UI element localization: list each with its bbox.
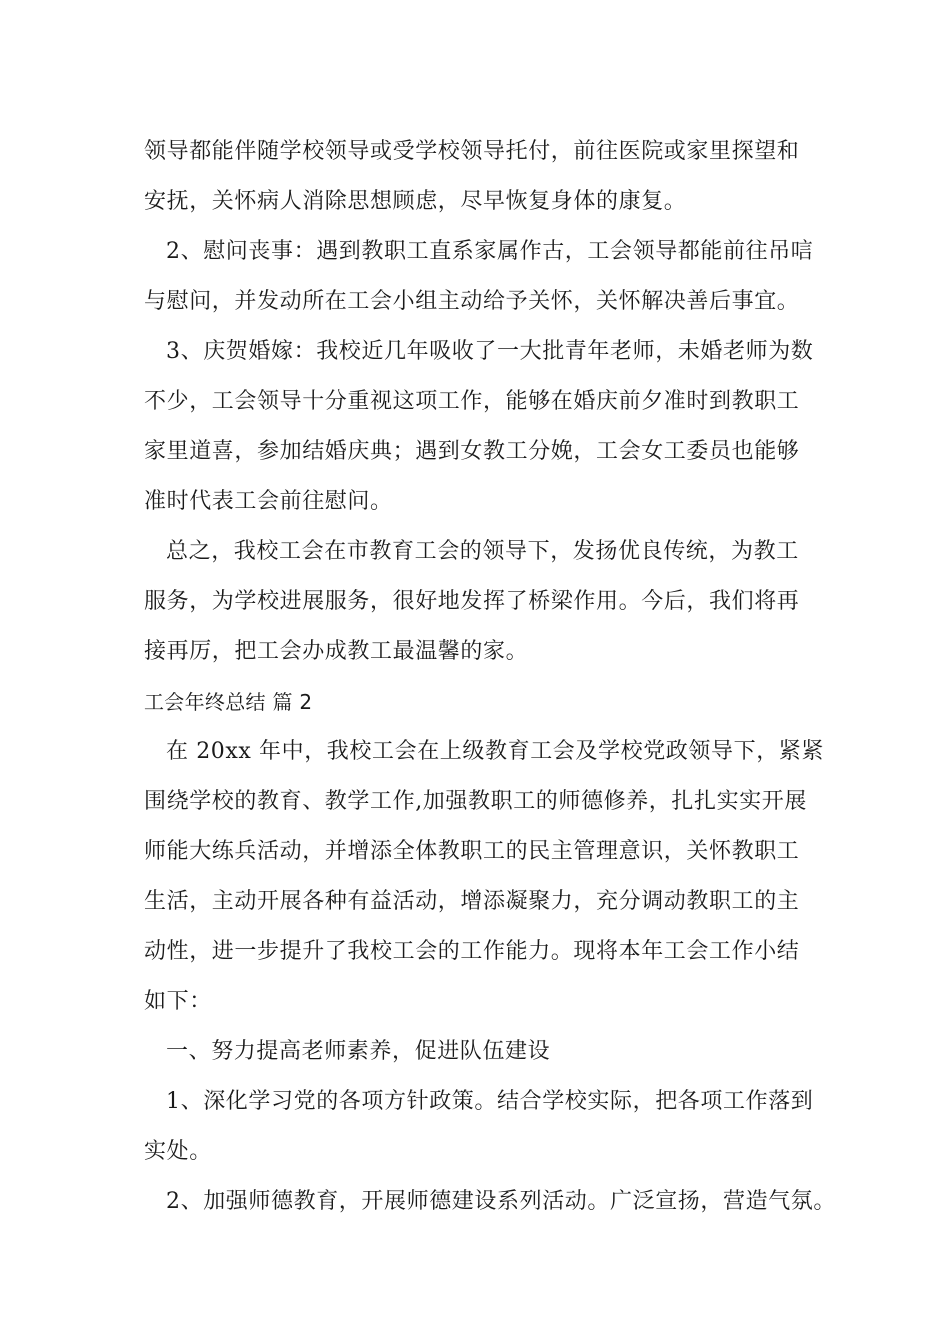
text-line: 如下：	[144, 989, 212, 1014]
text-line: 领导都能伴随学校领导或受学校领导托付，前往医院或家里探望和	[144, 139, 800, 164]
text-line: 围绕学校的教育、教学工作,加强教职工的师德修养，扎扎实实开展	[144, 789, 807, 814]
subsection-heading: 一、努力提高老师素养，促进队伍建设	[166, 1039, 551, 1064]
paragraph-start: 总之，我校工会在市教育工会的领导下，发扬优良传统，为教工	[166, 539, 799, 564]
text-line: 安抚，关怀病人消除思想顾虑，尽早恢复身体的康复。	[144, 189, 687, 214]
text-line: 服务，为学校进展服务，很好地发挥了桥梁作用。今后，我们将再	[144, 589, 800, 614]
paragraph-start: 在 20xx 年中，我校工会在上级教育工会及学校党政领导下，紧紧	[166, 739, 824, 764]
paragraph-start: 2、加强师德教育，开展师德建设系列活动。广泛宣扬，营造气氛。	[166, 1189, 836, 1214]
document-body	[144, 127, 836, 1227]
text-line: 家里道喜，参加结婚庆典；遇到女教工分娩，工会女工委员也能够	[144, 439, 800, 464]
text-line: 动性，进一步提升了我校工会的工作能力。现将本年工会工作小结	[144, 939, 800, 964]
text-line: 不少，工会领导十分重视这项工作，能够在婚庆前夕准时到教职工	[144, 389, 800, 414]
text-line: 接再厉，把工会办成教工最温馨的家。	[144, 639, 529, 664]
paragraph-start: 3、庆贺婚嫁：我校近几年吸收了一大批青年老师，未婚老师为数	[166, 339, 814, 364]
text-line: 生活，主动开展各种有益活动，增添凝聚力，充分调动教职工的主	[144, 889, 800, 914]
paragraph-start: 1、深化学习党的各项方针政策。结合学校实际，把各项工作落到	[166, 1089, 814, 1114]
text-line: 实处。	[144, 1139, 212, 1164]
text-line: 师能大练兵活动，并增添全体教职工的民主管理意识，关怀教职工	[144, 839, 800, 864]
text-line: 准时代表工会前往慰问。	[144, 489, 393, 514]
paragraph-start: 2、慰问丧事：遇到教职工直系家属作古，工会领导都能前往吊唁	[166, 239, 814, 264]
section-heading: 工会年终总结 篇 2	[144, 690, 313, 714]
text-line: 与慰问，并发动所在工会小组主动给予关怀，关怀解决善后事宜。	[144, 289, 800, 314]
